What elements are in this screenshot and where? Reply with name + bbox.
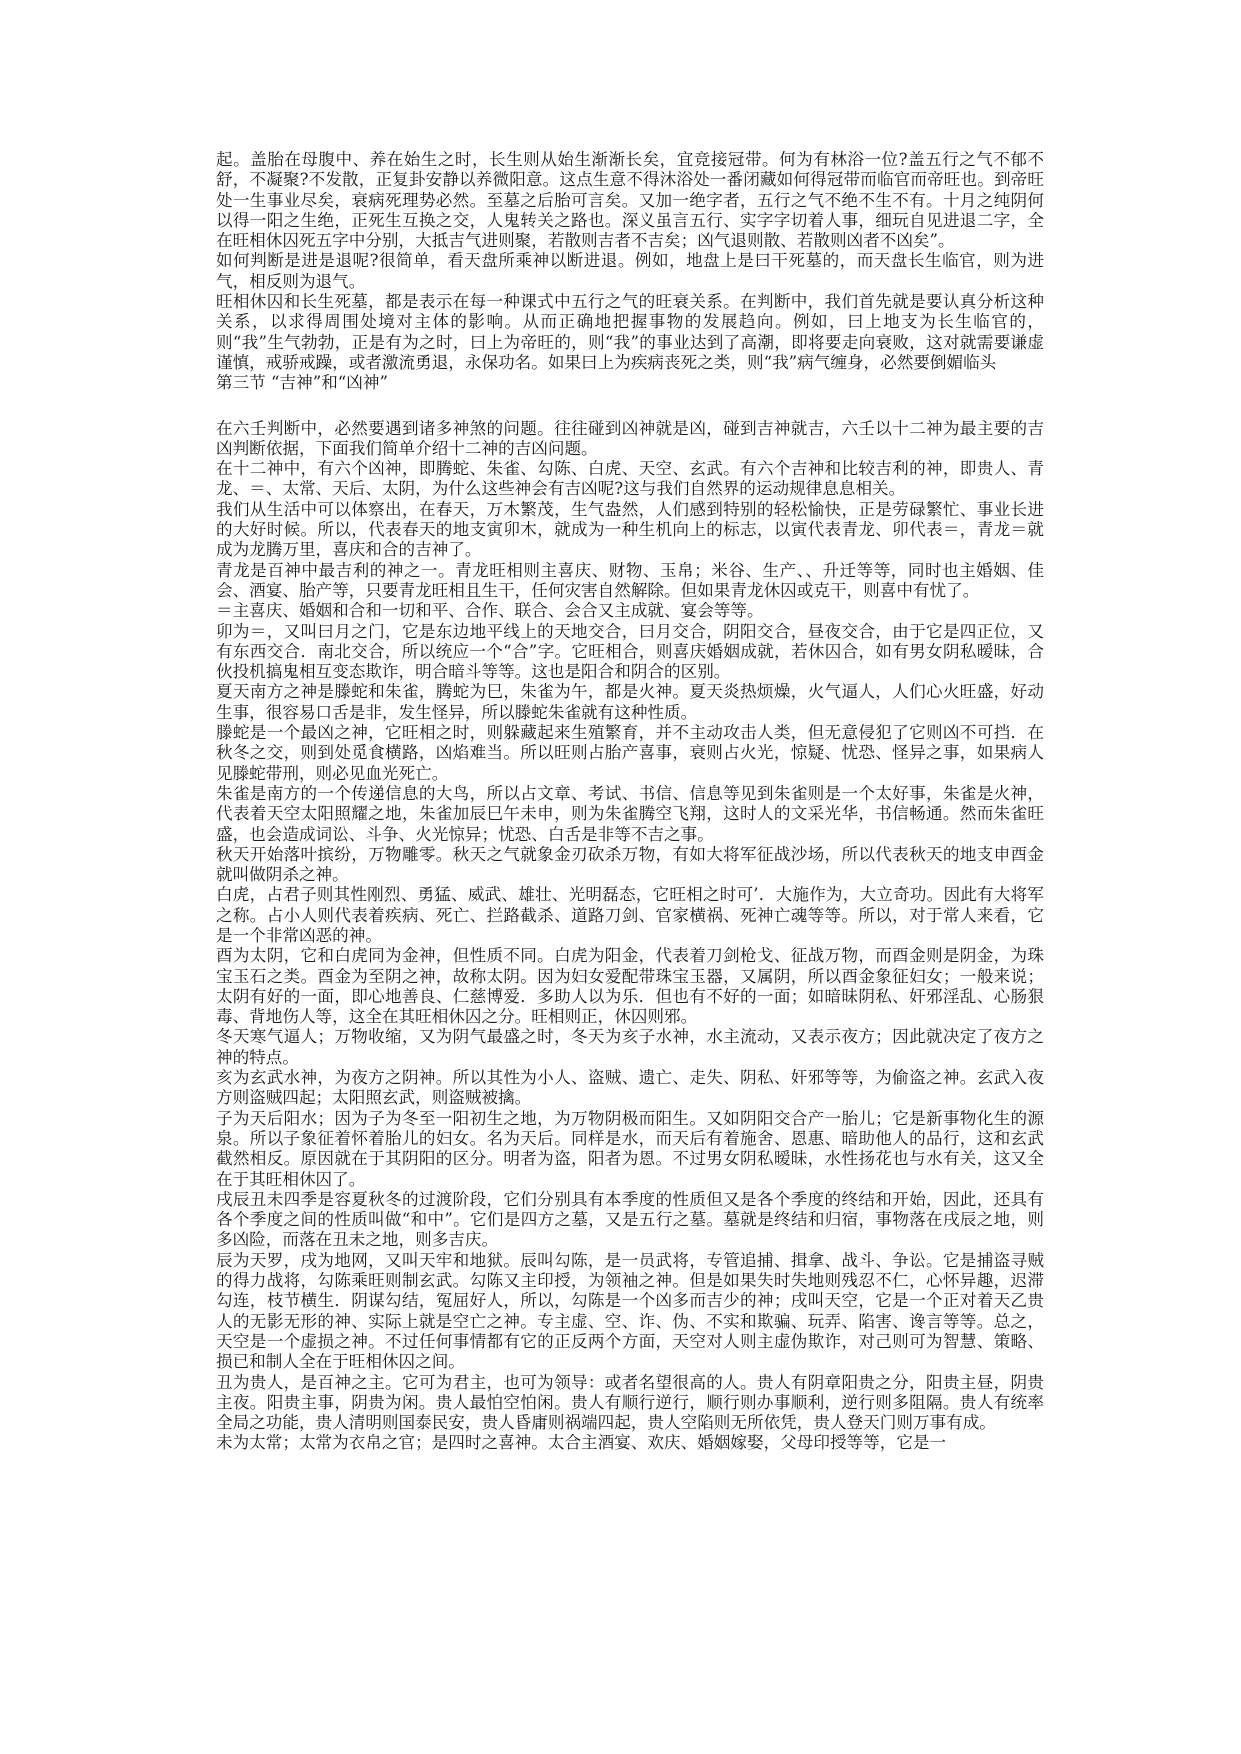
paragraph: 旺相休囚和长生死墓，都是表示在每一种课式中五行之气的旺衰关系。在判断中，我们首先就是要认真分析这种关系，以求得周围处境对主体的影响。从而正确地把握事物的发展趋向。例如，曰上地支为长生临官的，则“我”生气勃勃，正是有为之时，曰上为帝旺的，则“我”的事业达到了高潮，即将要走向衰败，这对就需要谦虚谨慎，戒骄戒躁，或者激流勇退，永保功名。如果曰上为疾病丧死之类，则“我”病气缠身，必然要倒媚临头 [216,292,1044,372]
paragraph: 起。盖胎在母腹中、养在始生之时，长生则从始生渐渐长矣，宜竞接冠带。何为有林浴一位?盖五行之气不郁不舒，不凝聚?不发散，正复卦安静以养微阳意。这点生意不得沐浴处一番闭藏如何得冠带而临官而帝旺也。到帝旺处一生事业尽矣，衰病死理势必然。至墓之后胎可言矣。又加一绝字者，五行之气不绝不生不有。十月之纯阴何以得一阳之生绝，正死生互换之交，人鬼转关之路也。深义虽言五行、实字字切着人事，细玩自见进退二字，全在旺相休囚死五字中分别，大抵吉气进则聚，若散则吉者不吉矣；凶气退则散、若散则凶者不凶矣”。 [216,150,1044,251]
paragraph: 未为太常；太常为衣帛之官；是四时之喜神。太合主酒宴、欢庆、婚姻嫁娶，父母印授等等，它是一 [216,1433,947,1453]
paragraph: 朱雀是南方的一个传递信息的大鸟，所以占文章、考试、书信、信息等见到朱雀则是一个太好事，朱雀是火神，代表着天空太阳照耀之地，朱雀加辰巳午未申，则为朱雀腾空飞翔，这时人的文采光华，书信畅通。然而朱雀旺盛，也会造成词讼、斗争、火光惊异；忧恐、白舌是非等不吉之事。 [216,783,1044,844]
paragraph: 辰为天罗，戌为地网，又叫天牢和地狱。辰叫勾陈，是一员武将，专管追捕、揖拿、战斗、争讼。它是捕盗寻贼的得力战将，勾陈乘旺则制玄武。勾陈又主印授，为领袖之神。但是如果失时失地则残忍不仁，心怀异趣，迟滞勾连，枝节横生．阴谋勾结，冤屈好人，所以，勾陈是一个凶多而吉少的神；戌叫天空，它是一个正对着天乙贵人的无影无形的神、实际上就是空亡之神。专主虚、空、诈、伪、不实和欺骗、玩弄、陷害、谗言等等。总之，天空是一个虚损之神。不过任何事情都有它的正反两个方面，天空对人则主虚伪欺诈，对己则可为智慧、策略、损已和制人全在于旺相休囚之间。 [216,1250,1044,1372]
paragraph: 冬天寒气逼人；万物收缩，又为阴气最盛之时，冬天为亥子水神，水主流动，又表示夜方；因此就决定了夜方之神的特点。 [216,1027,1044,1067]
document-page [216,150,1044,1454]
paragraph: 亥为玄武水神，为夜方之阴神。所以其性为小人、盗贼、遗亡、走失、阴私、奸邪等等，为偷盗之神。玄武入夜方则盗贼四起；太阳照玄武，则盗贼被擒。 [216,1068,1044,1108]
paragraph: 滕蛇是一个最凶之神，它旺相之时，则躲藏起来生殖繁育，并不主动攻击人类，但无意侵犯了它则凶不可挡．在秋冬之交，则到处觅食横路，凶焰难当。所以旺则占胎产喜事，衰则占火光，惊疑、忧恐、怪异之事，如果病人见滕蛇带刑，则必见血光死亡。 [216,723,1044,783]
paragraph: 酉为太阴，它和白虎同为金神，但性质不同。白虎为阳金，代表着刀剑枪戈、征战万物，而酉金则是阴金，为珠宝玉石之类。酉金为至阴之神，故称太阴。因为妇女爱配带珠宝玉器，又属阴，所以酉金象征妇女；一般来说；太阴有好的一面，即心地善良、仁慈博爱．多助人以为乐．但也有不好的一面；如暗昧阴私、奸邪淫乱、心肠狠毒、背地伤人等，这全在其旺相休囚之分。旺相则正，休囚则邪。 [216,946,1044,1027]
paragraph: 青龙是百神中最吉利的神之一。青龙旺相则主喜庆、财物、玉帛；米谷、生产、、升迁等等，同时也主婚姻、佳会、酒宴、胎产等，只要青龙旺相且生干，任何灾害自然解除。但如果青龙休囚或克干，则喜中有忧了。 [216,560,1044,600]
paragraph: 如何判断是进是退呢?很简单，看天盘所乘神以断进退。例如，地盘上是曰干死墓的，而天盘长生临官，则为进气，相反则为退气。 [216,251,1044,291]
paragraph: 在六壬判断中，必然要遇到诸多神煞的问题。往往碰到凶神就是凶，碰到吉神就吉，六壬以十二神为最主要的吉凶判断依据，下面我们简单介绍十二神的吉凶问题。 [216,418,1044,458]
paragraph: 在十二神中，有六个凶神，即腾蛇、朱雀、勾陈、白虎、天空、玄武。有六个吉神和比较吉利的神，即贵人、青龙、＝、太常、天后、太阴，为什么这些神会有吉凶呢?这与我们自然界的运动规律息息相关。 [216,459,1044,499]
paragraph: 秋天开始落叶摈纷，万物雕零。秋天之气就象金刃砍杀万物，有如大将军征战沙场，所以代表秋天的地支申酉金就叫做阴杀之神。 [216,844,1044,885]
paragraph: 白虎，占君子则其性刚烈、勇猛、威武、雄壮、光明磊态，它旺相之时可’．大施作为，大立奇功。因此有大将军之称。占小人则代表着疾病、死亡、拦路截杀、道路刀剑、官家横祸、死神亡魂等等。所以，对于常人来看，它是一个非常凶恶的神。 [216,885,1044,945]
section-heading: 第三节 “吉神”和“凶神” [216,373,388,393]
paragraph: 卯为＝，又叫曰月之门，它是东边地平线上的天地交合，曰月交合，阴阳交合，昼夜交合，由于它是四正位，又有东西交合．南北交合，所以统应一个“合”字。它旺相合，则喜庆婚姻成就，若休囚合，如有男女阴私暧昧，合伙投机搞鬼相互变态欺诈，明合暗斗等等。这也是阳合和阴合的区别。 [216,621,1044,682]
paragraph: 夏天南方之神是滕蛇和朱雀，腾蛇为巳，朱雀为午，都是火神。夏天炎热烦燥，火气逼人，人们心火旺盛，好动生事，很容易口舌是非，发生怪异，所以滕蛇朱雀就有这种性质。 [216,682,1044,722]
paragraph: 戌辰丑未四季是容夏秋冬的过渡阶段，它们分别具有本季度的性质但又是各个季度的终结和开始，因此，还具有各个季度之间的性质叫做“和中”。它们是四方之墓，又是五行之墓。墓就是终结和归宿，事物落在戌辰之地，则多凶险，而落在丑未之地，则多吉庆。 [216,1189,1044,1250]
paragraph: ＝主喜庆、婚姻和合和一切和平、合作、联合、会合又主成就、宴会等等。 [216,601,764,621]
paragraph: 丑为贵人，是百神之主。它可为君主，也可为领导：或者名望很高的人。贵人有阴章阳贵之分，阳贵主昼，阴贵主夜。阳贵主事，阴贵为闲。贵人最怕空怕闲。贵人有顺行逆行，顺行则办事顺利，逆行则多阻隔。贵人有统率全局之功能，贵人清明则国泰民安，贵人昏庸则祸端四起，贵人空陷则无所依凭，贵人登天门则万事有成。 [216,1372,1044,1433]
paragraph: 我们从生活中可以体察出，在春天，万木繁茂，生气盎然，人们感到特别的轻松愉快，正是劳碌繁忙、事业长进的大好时候。所以，代表春天的地支寅卯木，就成为一种生机向上的标志，以寅代表青龙、卯代表＝，青龙＝就成为龙腾万里，喜庆和合的吉神了。 [216,499,1044,560]
paragraph: 子为天后阳水；因为子为冬至一阳初生之地，为万物阴极而阳生。又如阴阳交合产一胎儿；它是新事物化生的源泉。所以子象征着怀着胎儿的妇女。名为天后。同样是水，而天后有着施舍、恩惠、暗助他人的品行，这和玄武截然相反。原因就在于其阴阳的区分。明者为盗，阳者为恩。不过男女阴私暧昧，水性扬花也与水有关，这又全在于其旺相休囚了。 [216,1108,1044,1189]
